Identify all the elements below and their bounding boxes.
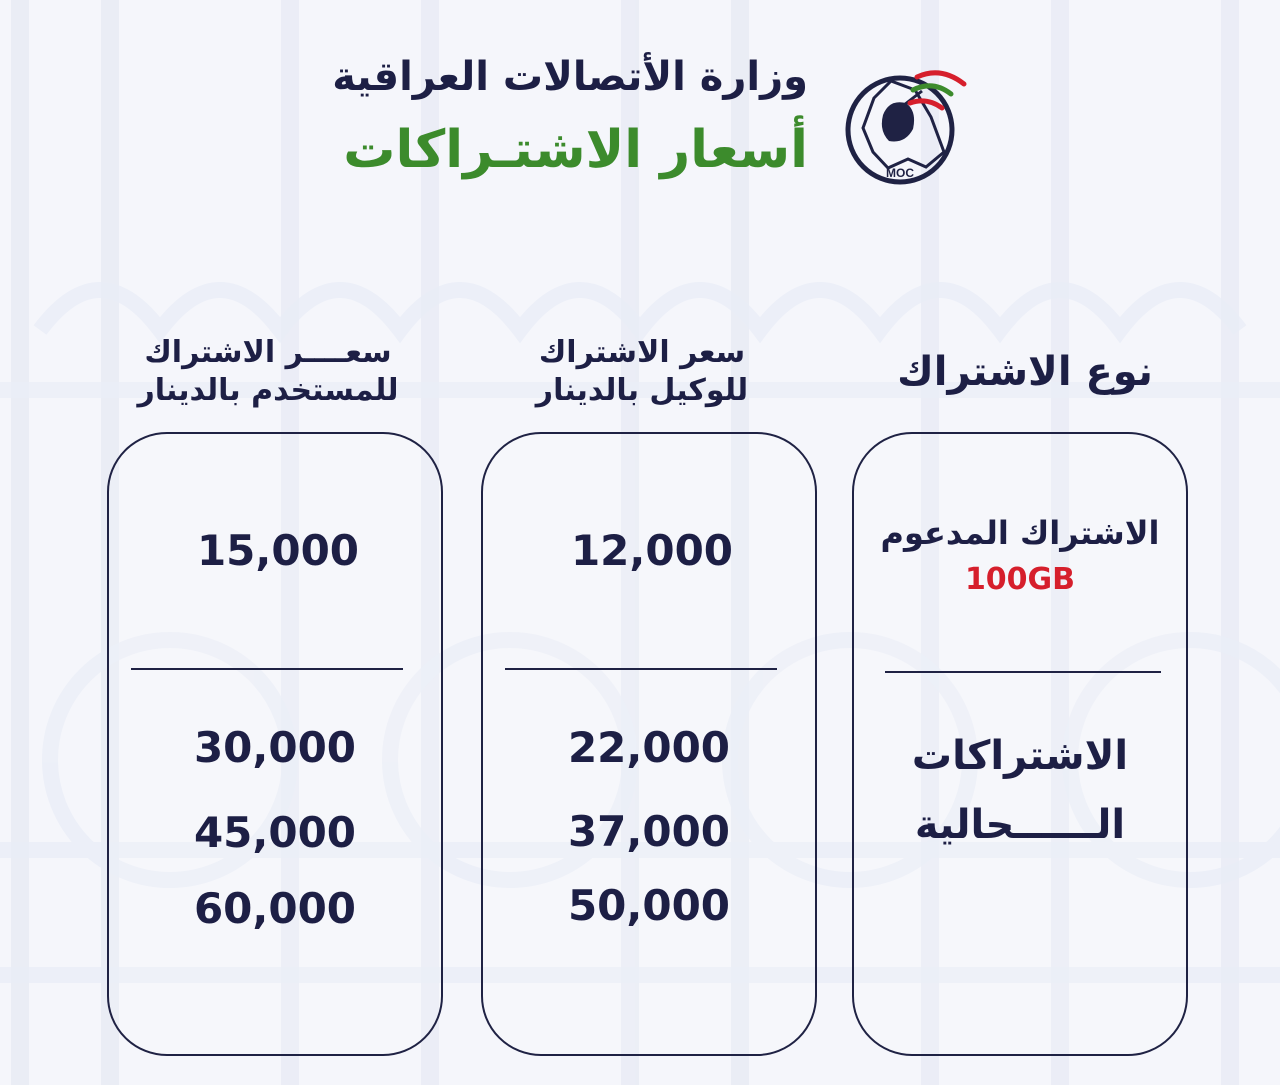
user-price-divider (131, 668, 403, 670)
current-subscriptions-label-line-1: الاشتراكات (911, 733, 1129, 779)
agent-price-divider (505, 668, 777, 670)
page-title: أسعار الاشتـراكات (343, 120, 808, 180)
subscription-type-heading: نوع الاشتراك (897, 349, 1153, 395)
supported-user-price: 15,000 (196, 526, 360, 575)
current-user-price: 45,000 (193, 808, 357, 857)
current-agent-price: 22,000 (567, 723, 731, 772)
current-user-price: 30,000 (193, 723, 357, 772)
user-price-card (107, 432, 443, 1056)
current-subscriptions-label-line-2: الــــــحالية (914, 802, 1126, 848)
current-agent-price: 37,000 (567, 807, 731, 856)
ministry-title: وزارة الأتصالات العراقية (332, 54, 808, 100)
satellite-map-icon (838, 56, 978, 196)
subscription-type-divider (885, 671, 1161, 673)
current-user-price: 60,000 (193, 884, 357, 933)
agent-price-card (481, 432, 817, 1056)
user-price-heading: سعــــر الاشتراك للمستخدم بالدينار (137, 335, 399, 408)
agent-price-heading: سعر الاشتراك للوكيل بالدينار (535, 335, 749, 408)
supported-subscription-label: الاشتراك المدعوم (880, 514, 1160, 552)
ministry-logo (838, 56, 978, 196)
subscription-type-card (852, 432, 1188, 1056)
logo-text: MOC (886, 166, 914, 180)
page-header (330, 42, 990, 212)
supported-data-size: 100GB (964, 562, 1076, 597)
supported-agent-price: 12,000 (570, 526, 734, 575)
current-agent-price: 50,000 (567, 881, 731, 930)
